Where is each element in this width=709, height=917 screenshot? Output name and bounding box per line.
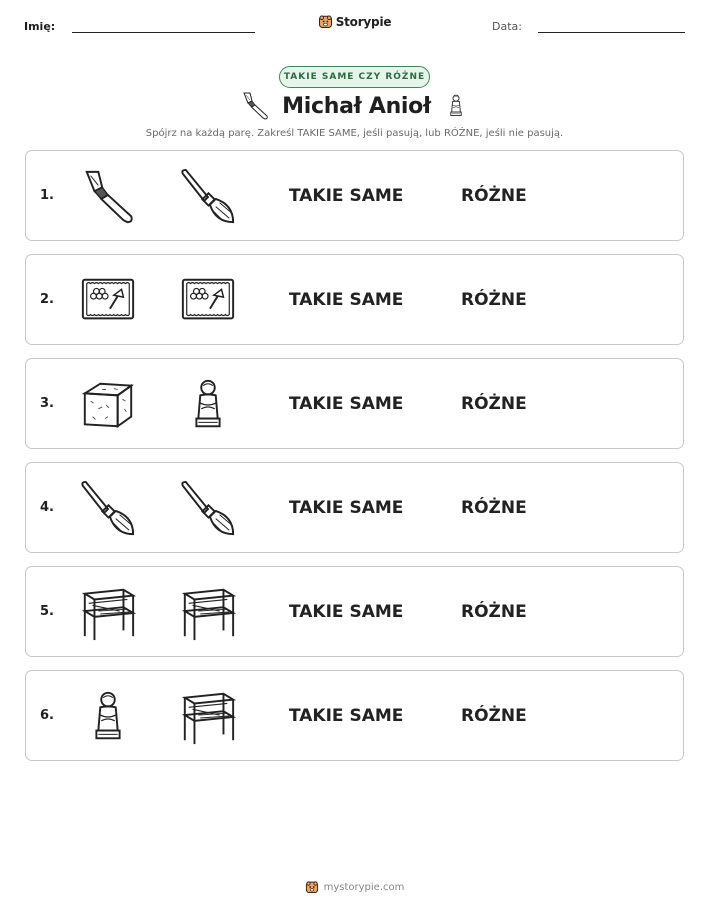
statue-icon [443,91,469,121]
option-same[interactable]: TAKIE SAME [289,394,404,414]
scaffold-icon [179,688,237,746]
scaffold-icon [79,584,137,642]
option-same[interactable]: TAKIE SAME [289,186,404,206]
row-number: 1. [40,188,54,203]
row-number: 6. [40,708,54,723]
option-same[interactable]: TAKIE SAME [289,290,404,310]
option-different[interactable]: RÓŻNE [461,706,527,726]
exercise-row [25,566,684,657]
name-line[interactable] [72,32,255,33]
option-different[interactable]: RÓŻNE [461,498,527,518]
date-line[interactable] [538,32,685,33]
page-title: Michał Anioł [282,93,431,119]
paintbrush-icon [179,168,237,226]
activity-badge: TAKIE SAME CZY RÓŻNE [279,66,430,88]
option-different[interactable]: RÓŻNE [461,186,527,206]
chisel-icon [79,168,137,226]
brand-name: Storypie [335,14,392,29]
option-different[interactable]: RÓŻNE [461,290,527,310]
footer-url: mystorypie.com [323,881,405,893]
name-label: Imię: [24,20,56,33]
exercise-row [25,358,684,449]
date-label: Data: [492,20,522,33]
paintbrush-icon [79,480,137,538]
brand-logo [0,14,709,29]
paintbrush-icon [179,480,237,538]
statue-icon [179,376,237,434]
storypie-logo-icon [305,880,319,894]
scaffold-icon [179,584,237,642]
footer [0,880,709,894]
option-different[interactable]: RÓŻNE [461,602,527,622]
chisel-icon [240,91,270,121]
storypie-logo-icon [318,14,333,29]
exercise-row [25,670,684,761]
row-number: 4. [40,500,54,515]
option-different[interactable]: RÓŻNE [461,394,527,414]
exercise-row [25,150,684,241]
exercise-row [25,462,684,553]
option-same[interactable]: TAKIE SAME [289,498,404,518]
instruction-text: Spójrz na każdą parę. Zakreśl TAKIE SAME, jeśli pasują, lub RÓŻNE, jeśli nie pasują. [145,128,564,139]
marble-block-icon [79,376,137,434]
title-row [0,91,709,121]
option-same[interactable]: TAKIE SAME [289,706,404,726]
option-same[interactable]: TAKIE SAME [289,602,404,622]
exercise-row [25,254,684,345]
fresco-panel-icon [79,272,137,330]
statue-icon [79,688,137,746]
fresco-panel-icon [179,272,237,330]
row-number: 3. [40,396,54,411]
row-number: 2. [40,292,54,307]
row-number: 5. [40,604,54,619]
